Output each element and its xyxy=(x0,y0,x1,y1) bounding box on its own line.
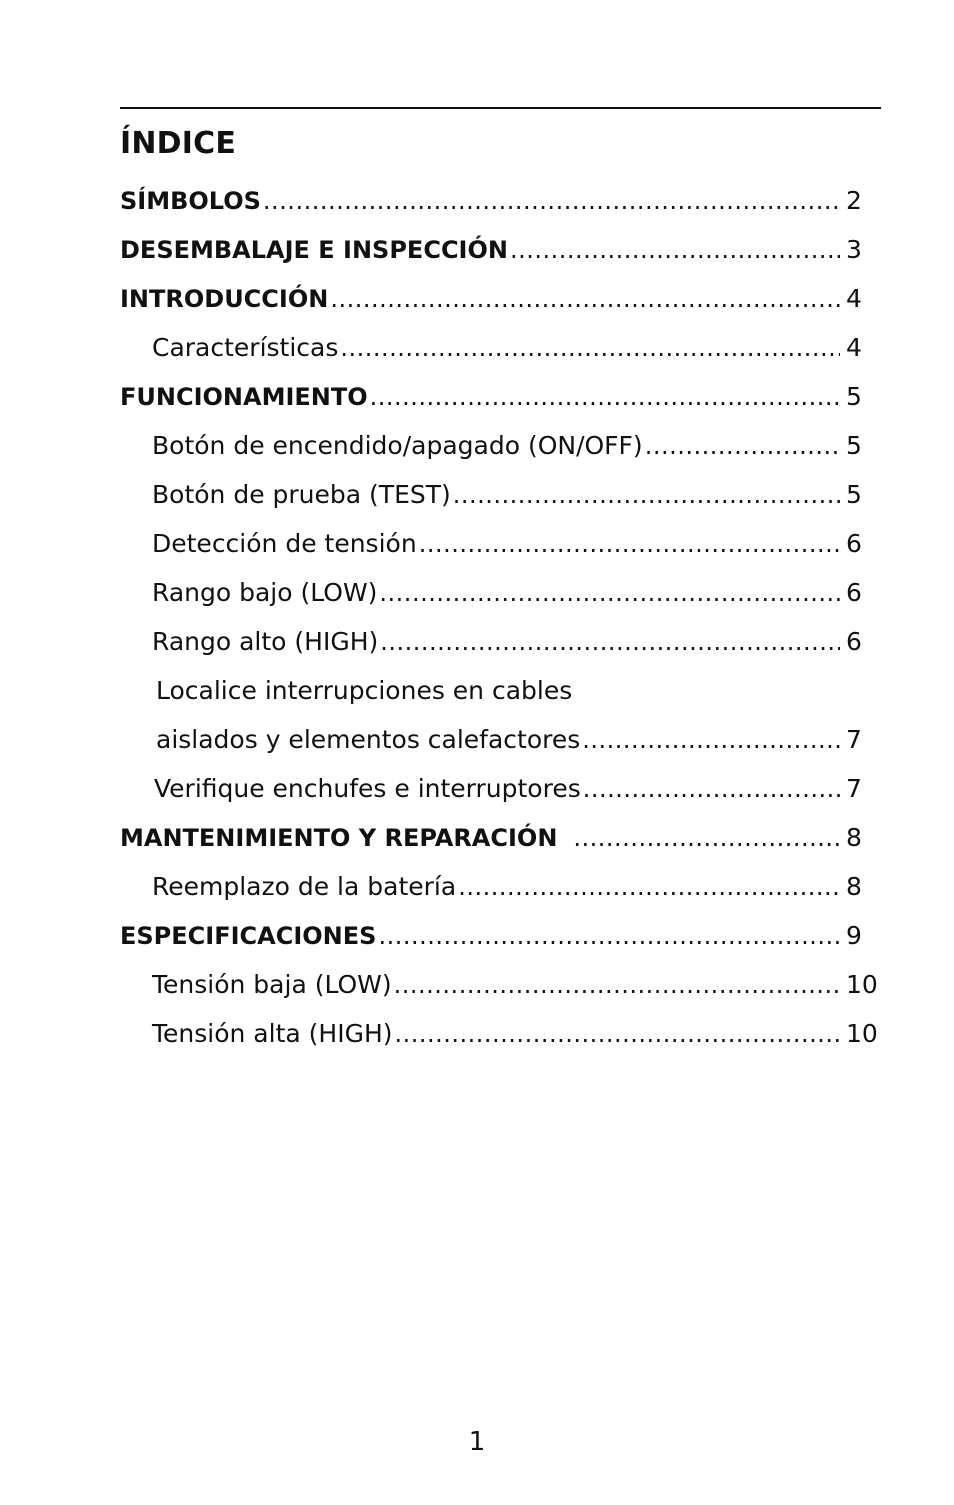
toc-entry-simbolos[interactable] xyxy=(120,176,880,225)
toc-entry-label: Localice interrupciones en cables xyxy=(156,676,573,705)
toc-entry-label: Características xyxy=(152,333,339,362)
leader-dots xyxy=(378,922,840,950)
leader-dots xyxy=(263,187,840,215)
toc-entry-label: Botón de encendido/apagado (ON/OFF) xyxy=(152,431,643,460)
leader-dots xyxy=(379,579,840,607)
toc-entry-page: 4 xyxy=(846,284,862,313)
toc-title: ÍNDICE xyxy=(120,126,237,161)
leader-dots xyxy=(645,432,840,460)
leader-dots xyxy=(419,530,840,558)
leader-dots xyxy=(453,481,840,509)
leader-dots xyxy=(370,383,840,411)
toc-entry-tension-alta[interactable] xyxy=(120,1009,880,1058)
toc-entry-desembalaje[interactable] xyxy=(120,225,880,274)
toc-entry-label: Reemplazo de la batería xyxy=(152,872,457,901)
toc-entry-especificaciones[interactable] xyxy=(120,911,880,960)
toc-entry-funcionamiento[interactable] xyxy=(120,372,880,421)
leader-dots xyxy=(330,285,840,313)
toc-entry-reemplazo-bateria[interactable] xyxy=(120,862,880,911)
toc-entry-page: 10 xyxy=(846,1019,878,1048)
toc-entry-page: 8 xyxy=(846,872,862,901)
toc-entry-boton-prueba[interactable] xyxy=(120,470,880,519)
top-rule xyxy=(120,107,881,109)
toc-entry-mantenimiento[interactable] xyxy=(120,813,880,862)
toc-entry-localice-line1[interactable] xyxy=(120,666,880,715)
toc-entry-page: 5 xyxy=(846,480,862,509)
toc-entry-page: 6 xyxy=(846,529,862,558)
leader-dots xyxy=(582,726,840,754)
toc-entry-page: 5 xyxy=(846,382,862,411)
leader-dots xyxy=(380,628,840,656)
table-of-contents xyxy=(120,176,880,1058)
toc-entry-label: Detección de tensión xyxy=(152,529,417,558)
toc-entry-localice-line2[interactable] xyxy=(120,715,880,764)
toc-entry-label: Rango bajo (LOW) xyxy=(152,578,378,607)
toc-entry-label: DESEMBALAJE E INSPECCIÓN xyxy=(120,235,508,264)
toc-entry-page: 6 xyxy=(846,578,862,607)
leader-dots xyxy=(583,775,840,803)
toc-entry-page: 9 xyxy=(846,921,862,950)
toc-entry-rango-bajo[interactable] xyxy=(120,568,880,617)
toc-entry-boton-encendido[interactable] xyxy=(120,421,880,470)
toc-entry-label: MANTENIMIENTO Y REPARACIÓN xyxy=(120,823,558,852)
toc-entry-page: 8 xyxy=(846,823,862,852)
toc-entry-verifique-enchufes[interactable] xyxy=(120,764,880,813)
toc-entry-label: Rango alto (HIGH) xyxy=(152,627,379,656)
toc-entry-page: 10 xyxy=(846,970,878,999)
toc-entry-label: INTRODUCCIÓN xyxy=(120,284,329,313)
leader-dots xyxy=(340,334,840,362)
toc-entry-tension-baja[interactable] xyxy=(120,960,880,1009)
leader-dots xyxy=(395,1020,841,1048)
toc-entry-introduccion[interactable] xyxy=(120,274,880,323)
toc-entry-label: FUNCIONAMIENTO xyxy=(120,382,368,411)
leader-dots xyxy=(510,236,840,264)
leader-dots xyxy=(573,824,840,852)
toc-entry-label: SÍMBOLOS xyxy=(120,186,261,215)
toc-entry-label: Tensión baja (LOW) xyxy=(152,970,392,999)
toc-entry-page: 5 xyxy=(846,431,862,460)
toc-entry-deteccion-tension[interactable] xyxy=(120,519,880,568)
toc-entry-label: ESPECIFICACIONES xyxy=(120,921,377,950)
toc-entry-label: Botón de prueba (TEST) xyxy=(152,480,451,509)
toc-entry-page: 7 xyxy=(846,725,862,754)
leader-dots xyxy=(394,971,840,999)
toc-entry-rango-alto[interactable] xyxy=(120,617,880,666)
toc-entry-label: aislados y elementos calefactores xyxy=(156,725,581,754)
leader-dots xyxy=(458,873,840,901)
toc-entry-label: Verifique enchufes e interruptores xyxy=(154,774,581,803)
toc-entry-page: 4 xyxy=(846,333,862,362)
toc-entry-caracteristicas[interactable] xyxy=(120,323,880,372)
toc-entry-page: 2 xyxy=(846,186,862,215)
page-number: 1 xyxy=(468,1427,486,1457)
toc-entry-page: 6 xyxy=(846,627,862,656)
toc-entry-label: Tensión alta (HIGH) xyxy=(152,1019,393,1048)
toc-entry-page: 7 xyxy=(846,774,862,803)
toc-entry-page: 3 xyxy=(846,235,862,264)
